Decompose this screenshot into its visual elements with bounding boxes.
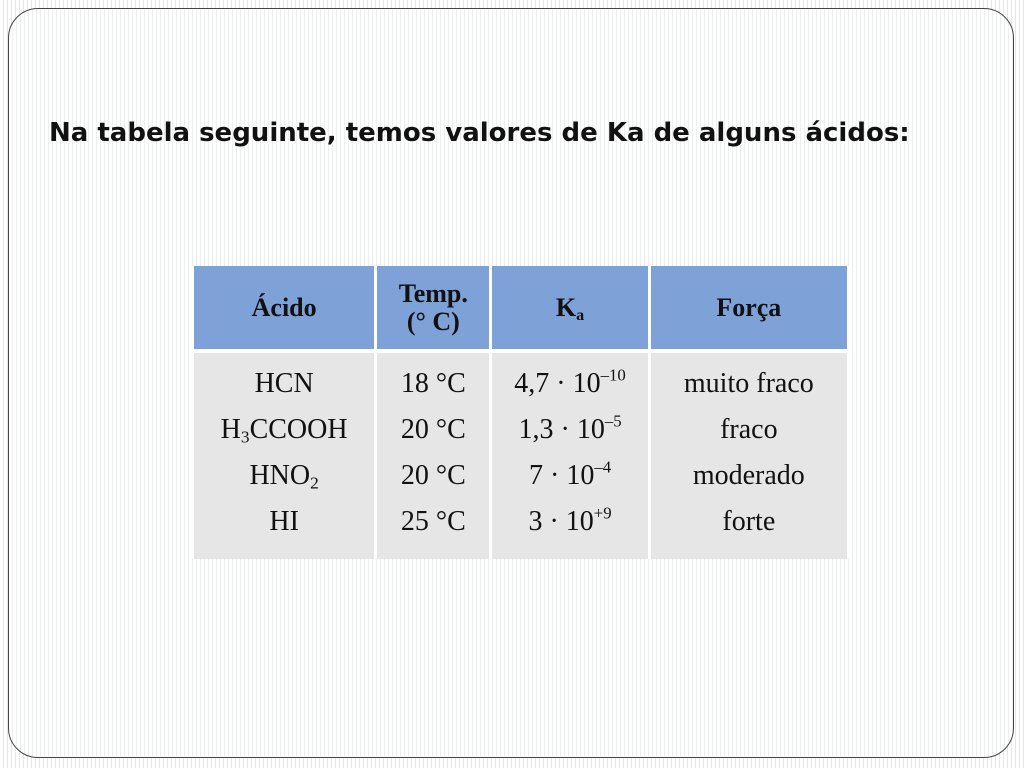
acid-cell	[194, 353, 374, 407]
ka-base: 7 · 10	[529, 460, 595, 491]
table-row	[194, 353, 847, 407]
slide	[8, 8, 1014, 758]
header-acid: Ácido	[194, 266, 374, 349]
header-ka	[492, 266, 647, 349]
ka-cell	[492, 453, 647, 499]
table-row	[194, 499, 847, 559]
table-header-row	[194, 266, 847, 349]
header-strength: Força	[651, 266, 847, 349]
header-temp-line1: Temp.	[398, 278, 468, 308]
ka-base: 1,3 · 10	[518, 414, 605, 445]
header-ka-sub: a	[576, 306, 585, 324]
temp-cell: 18 °C	[377, 353, 489, 407]
acid-formula-sub: 2	[310, 473, 319, 493]
temp-cell: 20 °C	[377, 407, 489, 453]
ka-base: 4,7 · 10	[514, 368, 601, 399]
ka-exponent: –5	[604, 411, 622, 431]
acid-cell	[194, 453, 374, 499]
acid-formula-part: HI	[269, 506, 299, 537]
table-row	[194, 407, 847, 453]
strength-cell: muito fraco	[651, 353, 847, 407]
ka-table	[191, 266, 850, 559]
header-ka-main: K	[555, 292, 577, 322]
strength-cell: moderado	[651, 453, 847, 499]
ka-cell	[492, 407, 647, 453]
acid-formula-part: H	[220, 414, 241, 445]
strength-cell: fraco	[651, 407, 847, 453]
strength-cell: forte	[651, 499, 847, 559]
intro-text: Na tabela seguinte, temos valores de Ka de alguns ácidos:	[49, 118, 910, 148]
temp-cell: 25 °C	[377, 499, 489, 559]
ka-exponent: +9	[593, 503, 612, 523]
acid-formula-part: HCN	[254, 368, 314, 399]
table-row	[194, 453, 847, 499]
ka-cell	[492, 353, 647, 407]
acid-cell	[194, 407, 374, 453]
acid-cell	[194, 499, 374, 559]
acid-formula-sub: 3	[240, 427, 250, 447]
header-temp	[377, 266, 489, 349]
ka-base: 3 · 10	[528, 506, 594, 537]
acid-formula-part: CCOOH	[249, 414, 348, 445]
ka-cell	[492, 499, 647, 559]
ka-exponent: –10	[600, 365, 626, 385]
acid-formula-part: HNO	[249, 460, 311, 491]
header-temp-line2: (° C)	[406, 306, 460, 336]
temp-cell: 20 °C	[377, 453, 489, 499]
ka-exponent: –4	[594, 457, 612, 477]
